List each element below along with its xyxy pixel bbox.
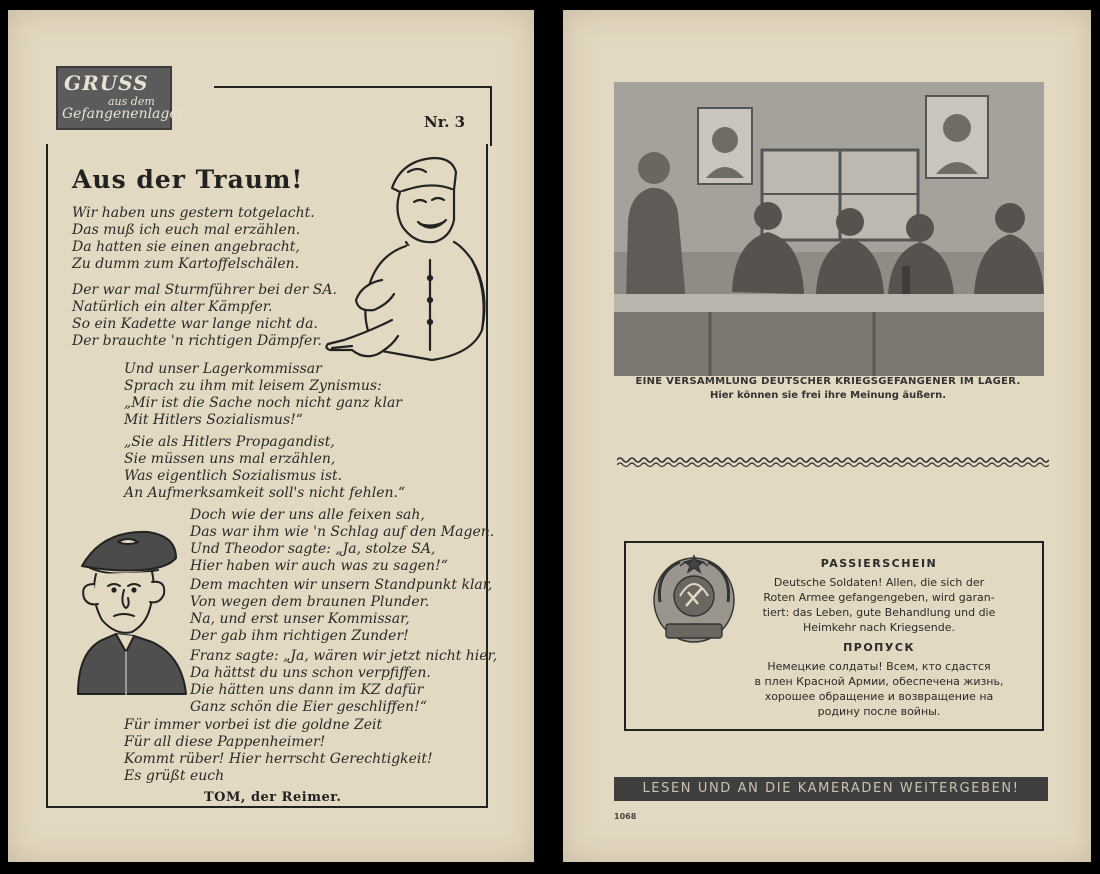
stamp-line-1: GRUSS: [64, 71, 149, 95]
frame-right-upper: [490, 86, 492, 146]
photo-caption-main: EINE VERSAMMLUNG DEUTSCHER KRIEGSGEFANGENER IM LAGER.: [635, 376, 1021, 387]
stanza-7: Franz sagte: „Ja, wären wir jetzt nicht hier, Da hättst du uns schon verpfiffen. Die hätten uns dann im KZ dafür Ganz schön die Eier geschliffen!“: [190, 648, 498, 715]
pass-title-russian: ПРОПУСК: [843, 641, 915, 654]
laughing-soldier-cartoon: [322, 150, 492, 372]
frame-top-rule: [214, 86, 492, 88]
poem-signature: TOM, der Reimer.: [204, 790, 342, 805]
pass-body-german: Deutsche Soldaten! Allen, die sich der Roten Armee gefangengeben, wird garan- tiert: das Leben, gute Behandlung und die Heimkehr nach Kriegsende.: [762, 576, 996, 634]
issue-number: Nr. 3: [424, 113, 466, 131]
pass-russian-block: [748, 641, 1010, 719]
pass-on-banner: LESEN UND AN DIE KAMERADEN WEITERGEBEN!: [614, 777, 1048, 801]
leaflet-code: 1068: [614, 812, 637, 821]
stanza-2: Der war mal Sturmführer bei der SA. Natürlich ein alter Kämpfer. So ein Kadette war lange nicht da. Der brauchte 'n richtigen Dämpfer.: [72, 282, 337, 349]
soviet-coat-of-arms-emblem: [650, 552, 738, 646]
stanza-6: Dem machten wir unsern Standpunkt klar, Von wegen dem braunen Plunder. Na, und erst unser Kommissar, Der gab ihm richtigen Zunder!: [190, 577, 493, 644]
stanza-5: Doch wie der uns alle feixen sah, Das war ihm wie 'n Schlag auf den Magen. Und Theodor sagte: „Ja, stolze SA, Hier haben wir auch was zu sagen!“: [190, 507, 495, 574]
poem-title: Aus der Traum!: [72, 165, 304, 194]
sa-officer-cartoon: [72, 528, 190, 698]
pass-german-block: [748, 557, 1010, 635]
photo-caption: [608, 376, 1048, 401]
stamp-line-3: Gefangenenlager: [62, 106, 185, 122]
stanza-1: Wir haben uns gestern totgelacht. Das muß ich euch mal erzählen. Da hatten sie einen angebracht, Zu dumm zum Kartoffelschälen.: [72, 205, 315, 272]
pass-title-german: PASSIERSCHEIN: [820, 557, 938, 570]
photo-caption-sub: Hier können sie frei ihre Meinung äußern.: [709, 390, 947, 401]
gruss-stamp-logo: [56, 66, 185, 130]
stamp-line-2: aus dem: [108, 95, 155, 108]
stanza-3: Und unser Lagerkommissar Sprach zu ihm mit leisem Zynismus: „Mir ist die Sache noch nicht ganz klar Mit Hitlers Sozialismus!“: [124, 361, 402, 428]
pass-body-russian: Немецкие солдаты! Всем, кто сдастся в плен Красной Армии, обеспечена жизнь, хорошее обращение и возвращение на родину после войны.: [754, 660, 1004, 718]
meeting-photograph: [614, 82, 1044, 376]
stanza-8: Für immer vorbei ist die goldne Zeit Für all diese Pappenheimer! Kommt rüber! Hier herrscht Gerechtigkeit! Es grüßt euch: [124, 717, 433, 784]
stanza-4: „Sie als Hitlers Propagandist, Sie müssen uns mal erzählen, Was eigentlich Sozialismus ist. An Aufmerksamkeit soll's nicht fehlen.“: [124, 434, 406, 501]
wavy-divider: [617, 455, 1049, 469]
